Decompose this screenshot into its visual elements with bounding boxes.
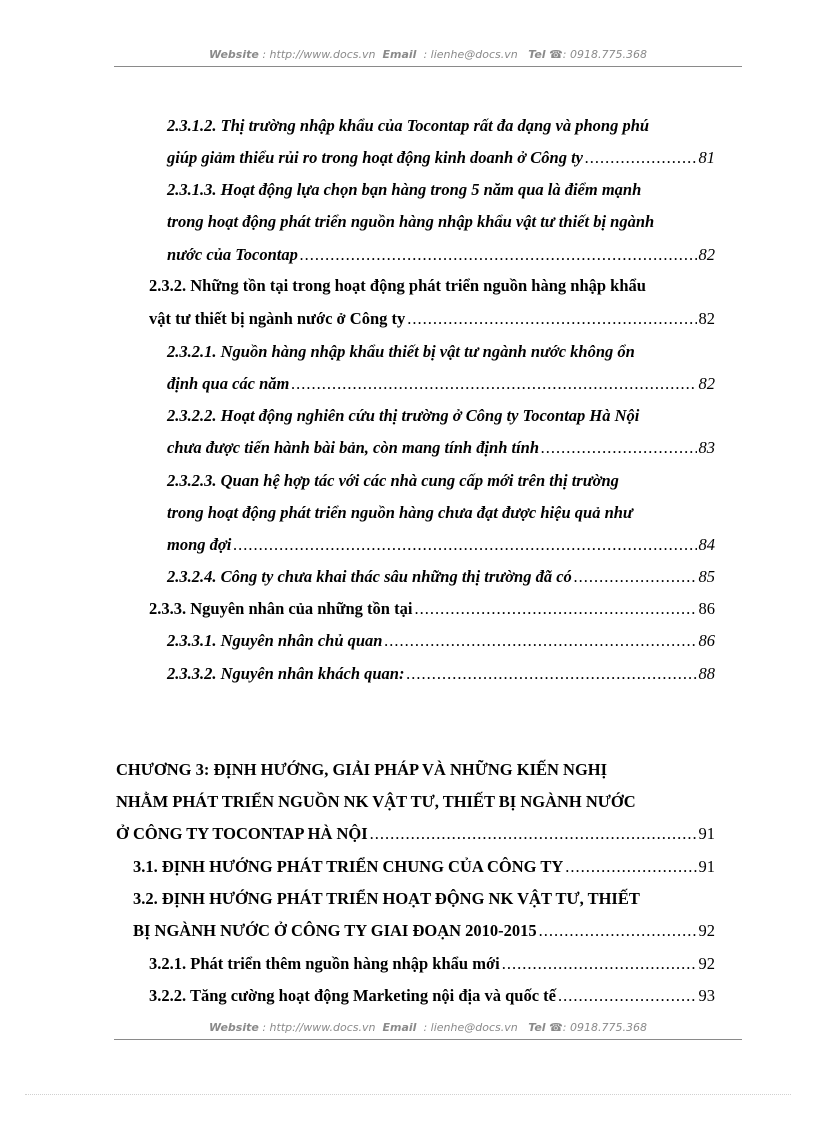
toc-entry-2-3-3-2[interactable] xyxy=(167,664,715,684)
page-number: 82 xyxy=(698,374,715,393)
page-number: 86 xyxy=(698,631,715,650)
toc-entry-3-2-2[interactable] xyxy=(149,986,715,1006)
website-label: Website xyxy=(209,48,259,61)
email-label: Email xyxy=(382,48,417,61)
toc-entry-text: giúp giảm thiểu rủi ro trong hoạt động kinh doanh ở Công ty xyxy=(167,148,583,167)
page-number: 84 xyxy=(698,535,715,554)
tel-label: Tel xyxy=(528,1021,546,1034)
page-number: 82 xyxy=(698,245,715,264)
toc-entry-2-3-2-1-line1[interactable]: 2.3.2.1. Nguồn hàng nhập khẩu thiết bị vật tư ngành nước không ổn xyxy=(167,342,635,361)
leader-dots xyxy=(233,535,696,555)
toc-entry-2-3-2-line1[interactable]: 2.3.2. Những tồn tại trong hoạt động phát triển nguồn hàng nhập khẩu xyxy=(149,276,646,295)
phone-icon: ☎ xyxy=(549,48,563,61)
leader-dots xyxy=(291,374,696,394)
page-number: 92 xyxy=(698,954,715,973)
page-number: 93 xyxy=(698,986,715,1005)
toc-entry-text: 2.3.2.4. Công ty chưa khai thác sâu những thị trường đã có xyxy=(167,567,572,586)
toc-entry-2-3-1-3[interactable] xyxy=(167,245,715,265)
toc-entry-3-2-line1[interactable]: 3.2. ĐỊNH HƯỚNG PHÁT TRIỂN HOẠT ĐỘNG NK VẬT TƯ, THIẾT xyxy=(133,889,640,908)
tel-label: Tel xyxy=(528,48,546,61)
leader-dots xyxy=(539,921,697,941)
toc-entry-text: 3.2.1. Phát triển thêm nguồn hàng nhập khẩu mới xyxy=(149,954,500,973)
leader-dots xyxy=(407,309,696,329)
toc-entry-2-3-2-4[interactable] xyxy=(167,567,715,587)
page-number: 91 xyxy=(698,824,715,843)
toc-entry-text: định qua các năm xyxy=(167,374,290,393)
toc-entry-text: BỊ NGÀNH NƯỚC Ở CÔNG TY GIAI ĐOẠN 2010-2015 xyxy=(133,921,537,940)
leader-dots xyxy=(300,245,697,265)
leader-dots xyxy=(384,631,696,651)
email-label: Email xyxy=(382,1021,417,1034)
tel-value: : 0918.775.368 xyxy=(562,1021,647,1034)
toc-entry-3-1[interactable] xyxy=(133,857,715,877)
page-number: 81 xyxy=(698,148,715,167)
page-number: 88 xyxy=(698,664,715,683)
page-number: 85 xyxy=(698,567,715,586)
toc-chapter-3-line2[interactable]: NHẰM PHÁT TRIỂN NGUỒN NK VẬT TƯ, THIẾT BỊ NGÀNH NƯỚC xyxy=(116,792,636,811)
leader-dots xyxy=(558,986,697,1006)
page-number: 91 xyxy=(698,857,715,876)
page-number: 83 xyxy=(698,438,715,457)
toc-entry-text: 2.3.3. Nguyên nhân của những tồn tại xyxy=(149,599,413,618)
leader-dots xyxy=(406,664,696,684)
toc-entry-text: Ở CÔNG TY TOCONTAP HÀ NỘI xyxy=(116,824,368,843)
toc-entry-2-3-1-3-line2[interactable]: trong hoạt động phát triển nguồn hàng nhập khẩu vật tư thiết bị ngành xyxy=(167,212,655,231)
toc-entry-2-3-3-1[interactable] xyxy=(167,631,715,651)
toc-entry-text: chưa được tiến hành bài bản, còn mang tính định tính xyxy=(167,438,540,457)
toc-entry-2-3-1-2-line1[interactable]: 2.3.1.2. Thị trường nhập khẩu của Tocontap rất đa dạng và phong phú xyxy=(167,116,650,135)
phone-icon: ☎ xyxy=(549,1021,563,1034)
toc-entry-text: nước của Tocontap xyxy=(167,245,298,264)
header-rule xyxy=(114,66,742,67)
toc-entry-text: 2.3.3.1. Nguyên nhân chủ quan xyxy=(167,631,383,650)
leader-dots xyxy=(502,954,697,974)
footer-rule xyxy=(114,1039,742,1040)
toc-entry-text: 2.3.3.2. Nguyên nhân khách quan: xyxy=(167,664,405,683)
toc-entry-2-3-1-3-line1[interactable]: 2.3.1.3. Hoạt động lựa chọn bạn hàng trong 5 năm qua là điểm mạnh xyxy=(167,180,642,199)
leader-dots xyxy=(541,438,696,458)
toc-entry-3-2-1[interactable] xyxy=(149,954,715,974)
toc-entry-text: mong đợi xyxy=(167,535,232,554)
toc-entry-2-3-1-2[interactable] xyxy=(167,148,715,168)
toc-entry-2-3-2-2[interactable] xyxy=(167,438,715,458)
website-value[interactable]: : http://www.docs.vn xyxy=(262,1021,376,1034)
toc-chapter-3[interactable] xyxy=(116,824,715,844)
toc-entry-text: 3.2.2. Tăng cường hoạt động Marketing nội địa và quốc tế xyxy=(149,986,556,1005)
page-footer xyxy=(114,1021,742,1034)
toc-chapter-3-line1[interactable]: CHƯƠNG 3: ĐỊNH HƯỚNG, GIẢI PHÁP VÀ NHỮNG KIẾN NGHỊ xyxy=(116,760,608,779)
page-break-line xyxy=(25,1094,791,1095)
toc-entry-2-3-2[interactable] xyxy=(149,309,715,329)
email-value[interactable]: : lienhe@docs.vn xyxy=(423,48,518,61)
leader-dots xyxy=(565,857,696,877)
toc-entry-2-3-2-1[interactable] xyxy=(167,374,715,394)
page-number: 92 xyxy=(698,921,715,940)
toc-entry-2-3-2-3-line1[interactable]: 2.3.2.3. Quan hệ hợp tác với các nhà cung cấp mới trên thị trường xyxy=(167,471,619,490)
leader-dots xyxy=(574,567,697,587)
page-number: 86 xyxy=(698,599,715,618)
website-label: Website xyxy=(209,1021,259,1034)
toc-entry-2-3-3[interactable] xyxy=(149,599,715,619)
toc-entry-2-3-2-2-line1[interactable]: 2.3.2.2. Hoạt động nghiên cứu thị trường ở Công ty Tocontap Hà Nội xyxy=(167,406,640,425)
toc-entry-text: 3.1. ĐỊNH HƯỚNG PHÁT TRIỂN CHUNG CỦA CÔNG TY xyxy=(133,857,564,876)
page-header xyxy=(114,48,742,61)
toc-entry-2-3-2-3-line2[interactable]: trong hoạt động phát triển nguồn hàng chưa đạt được hiệu quả như xyxy=(167,503,633,522)
website-value[interactable]: : http://www.docs.vn xyxy=(262,48,376,61)
page-number: 82 xyxy=(698,309,715,328)
toc-entry-text: vật tư thiết bị ngành nước ở Công ty xyxy=(149,309,406,328)
leader-dots xyxy=(414,599,696,619)
tel-value: : 0918.775.368 xyxy=(562,48,647,61)
toc-entry-2-3-2-3[interactable] xyxy=(167,535,715,555)
email-value[interactable]: : lienhe@docs.vn xyxy=(423,1021,518,1034)
toc-entry-3-2[interactable] xyxy=(133,921,715,941)
leader-dots xyxy=(585,148,697,168)
leader-dots xyxy=(370,824,697,844)
